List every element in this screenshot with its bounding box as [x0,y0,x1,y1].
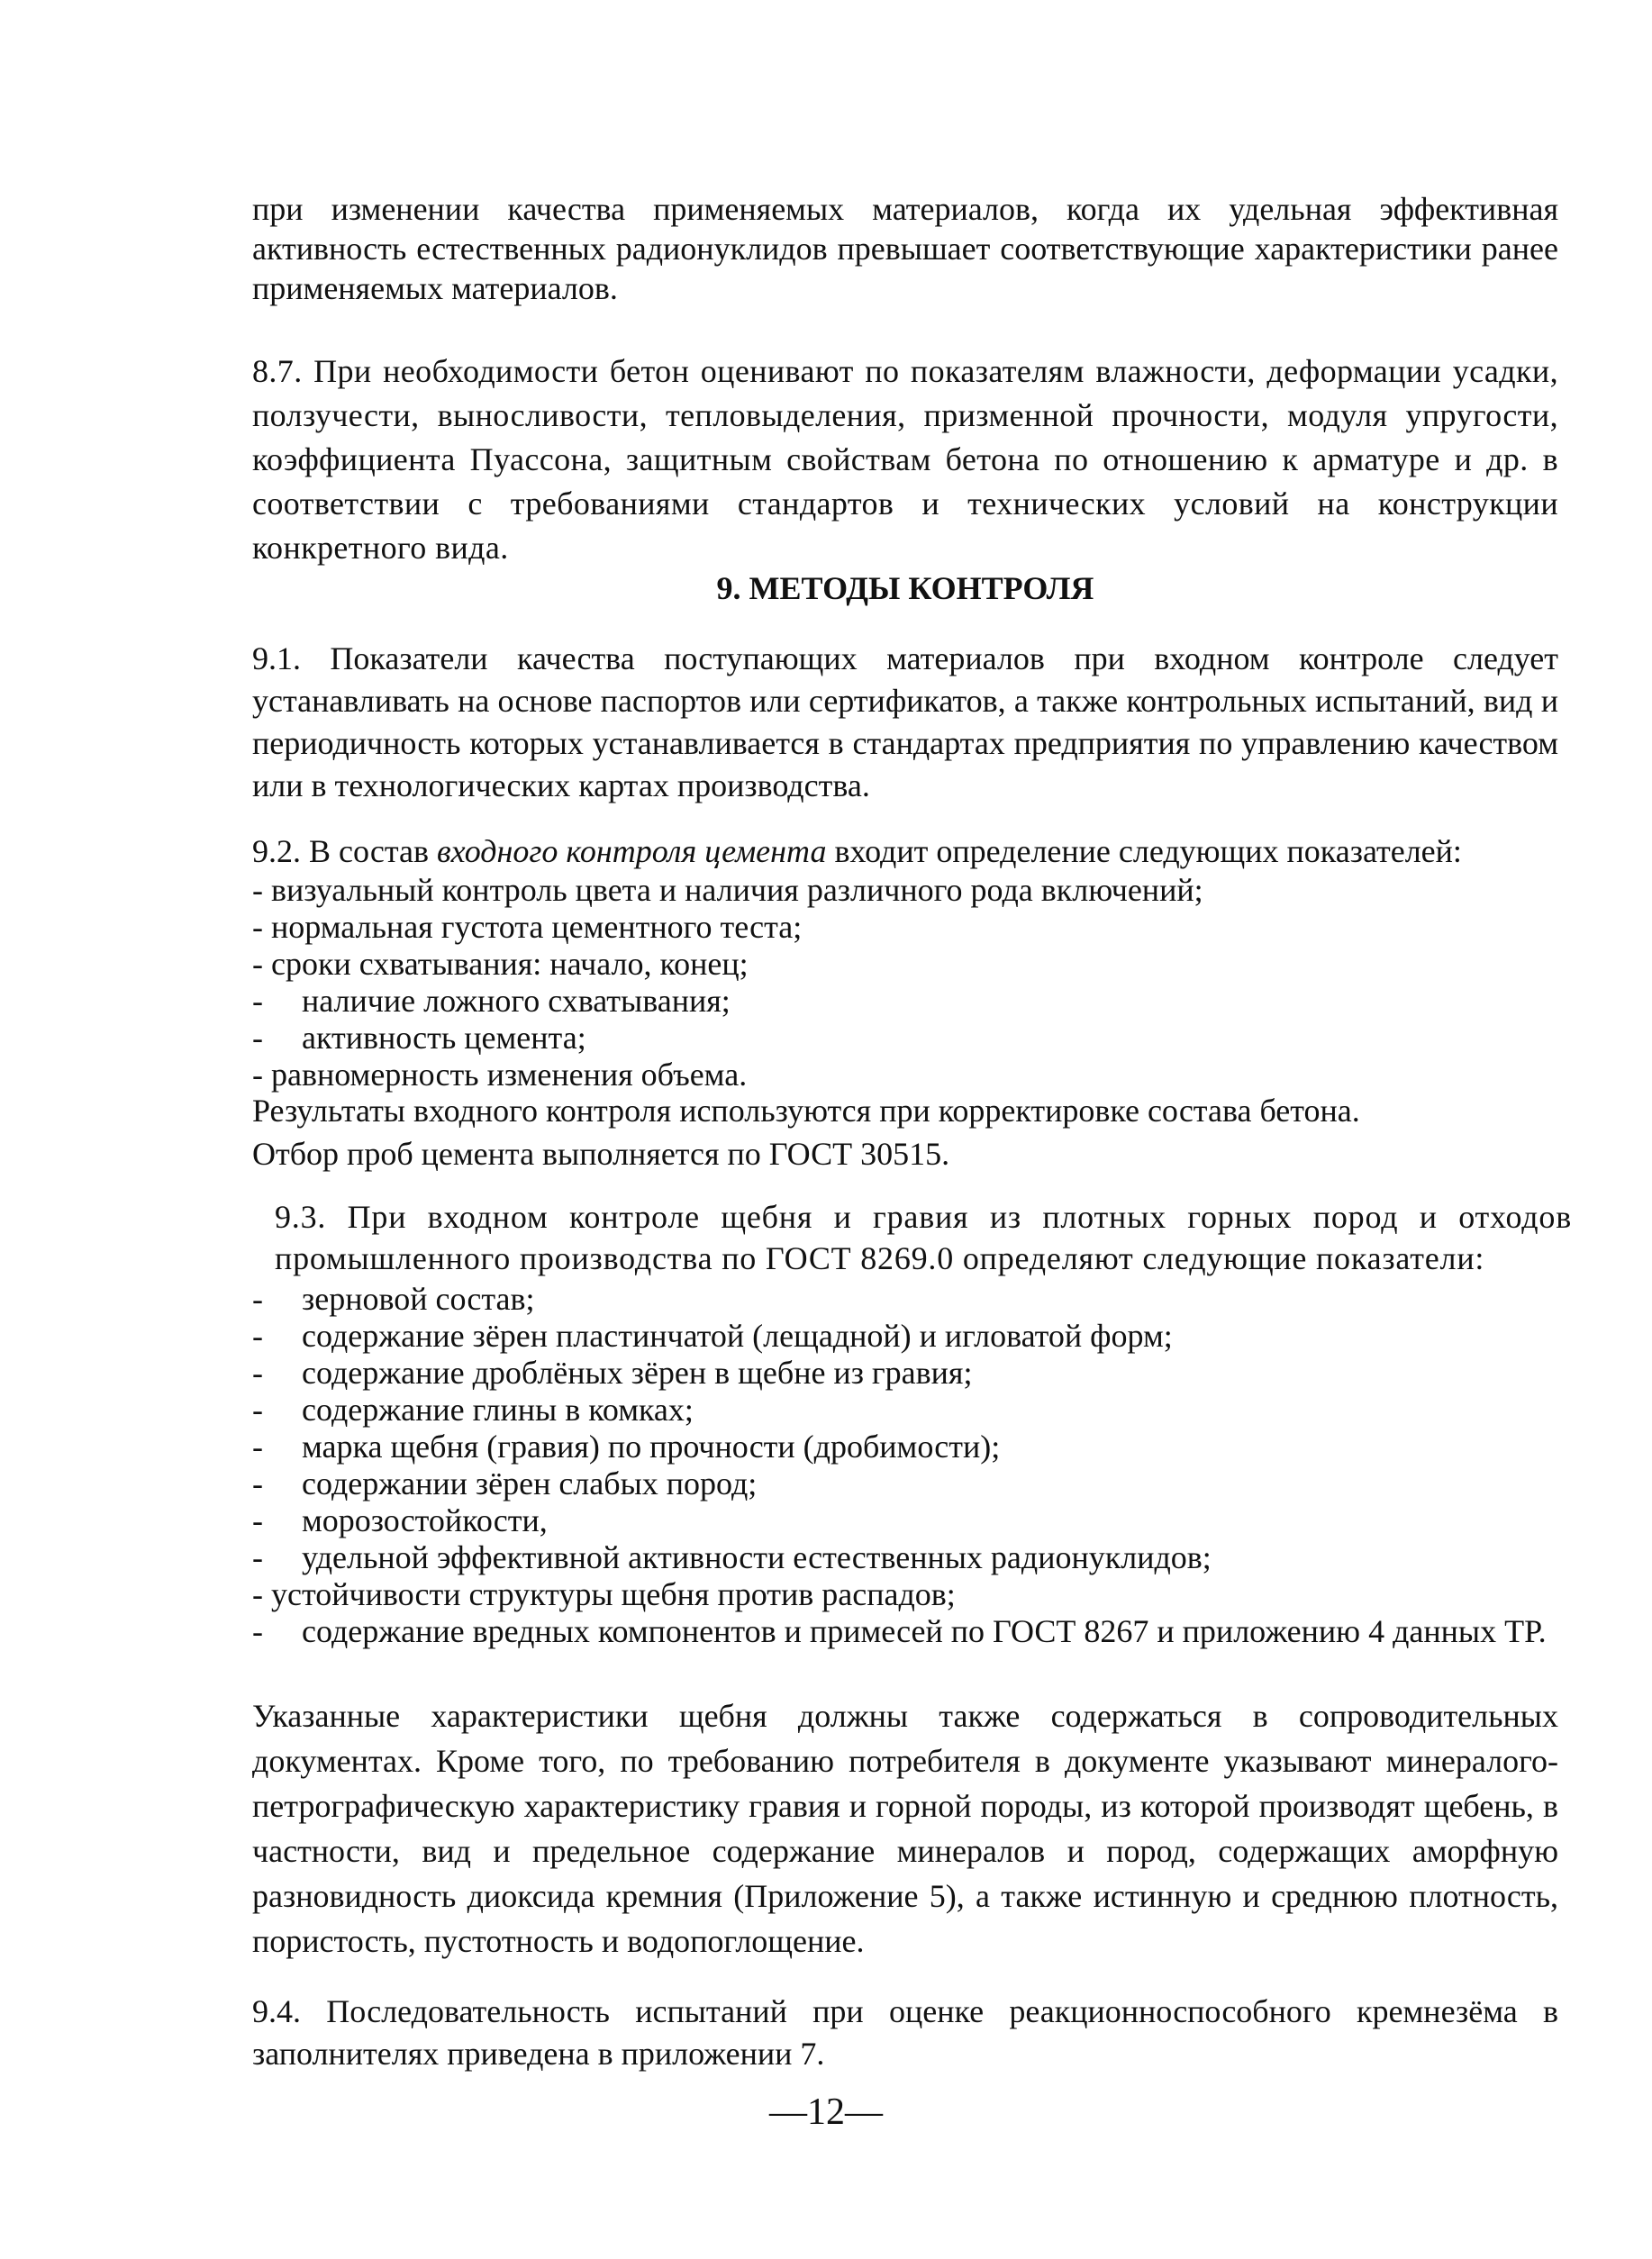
paragraph-characteristics: Указанные характеристики щебня должны также содержаться в сопроводительных документах. Кроме того, по требованию потребителя в документе указывают минералого-петрографическую характеристику гравия и горной породы, из которой производят щебень, в частности, вид и предельное содержание минералов и пород, содержащих аморфную разновидность диоксида кремния (Приложение 5), а также истинную и среднюю плотность, пористость, пустотность и водопоглощение. [252,1698,1558,1959]
list-dash: - [252,1502,263,1538]
list-item-text: содержании зёрен слабых пород; [302,1465,758,1501]
list-item [252,1281,1567,1318]
list-item-text: наличие ложного схватывания; [302,983,731,1019]
list-dash: - [252,1429,263,1465]
list-item: - визуальный контроль цвета и наличия различного рода включений; [252,872,1203,908]
list-item [252,1355,1567,1392]
page-number: —12— [769,2091,883,2133]
list-dash: - [252,1392,263,1428]
list-dash: - [252,1020,263,1056]
list-dash: - [252,1281,263,1317]
list-dash: - [252,1613,263,1649]
intro-paragraph: при изменении качества применяемых материалов, когда их удельная эффективная активность естественных радионуклидов превышает соответствующие характеристики ранее применяемых материалов. [252,191,1558,306]
paragraph-9-4: 9.4. Последовательность испытаний при оценке реакционноспособного кремнезёма в заполнителях приведена в приложении 7. [252,1993,1558,2072]
list-item [252,1392,1567,1429]
paragraph-8-7: 8.7. При необходимости бетон оценивают по показателям влажности, деформации усадки, ползучести, выносливости, тепловыделения, призменной прочности, модуля упругости, коэффициента Пуассона, защитным свойствам бетона по отношению к арматуре и др. в соответствии с требованиями стандартов и технических условий на конструкции конкретного вида. [252,353,1558,566]
list-dash: - [252,1355,263,1391]
results-line: Результаты входного контроля используются при корректировке состава бетона. [252,1093,1360,1129]
list-item-text: марка щебня (гравия) по прочности (дробимости); [302,1429,1001,1465]
list-item [252,1502,1567,1539]
list-9-3 [252,1281,1567,1650]
list-9-2 [252,872,1567,1093]
sampling-line: Отбор проб цемента выполняется по ГОСТ 30515. [252,1136,950,1172]
list-dash: - [252,983,263,1019]
list-item [252,1613,1567,1650]
list-item: - сроки схватывания: начало, конец; [252,946,749,982]
list-item-text: удельной эффективной активности естественных радионуклидов; [302,1539,1212,1575]
list-item-text: содержание вредных компонентов и примесей по ГОСТ 8267 и приложению 4 данных ТР. [302,1613,1547,1649]
list-item: - равномерность изменения объема. [252,1057,748,1093]
section-heading: 9. МЕТОДЫ КОНТРОЛЯ [716,570,1094,606]
list-dash: - [252,1539,263,1575]
list-item [252,983,1567,1020]
list-item [252,1318,1567,1355]
list-item [252,1429,1567,1465]
paragraph-9-3: 9.3. При входном контроле щебня и гравия из плотных горных пород и отходов промышленного производства по ГОСТ 8269.0 определяют следующие показатели: [275,1199,1572,1276]
list-item-text: зерновой состав; [302,1281,535,1317]
list-item [252,1020,1567,1057]
paragraph-9-2-prefix: 9.2. В состав [252,833,438,869]
paragraph-9-1: 9.1. Показатели качества поступающих материалов при входном контроле следует устанавливать на основе паспортов или сертификатов, а также контрольных испытаний, вид и периодичность которых устанавливается в стандартах предприятия по управлению качеством или в технологических картах производства. [252,640,1558,803]
list-item-text: содержание зёрен пластинчатой (лещадной) и игловатой форм; [302,1318,1173,1354]
list-item: - устойчивости структуры щебня против распадов; [252,1576,956,1612]
list-dash: - [252,1465,263,1501]
list-dash: - [252,1318,263,1354]
list-item-text: содержание дроблёных зёрен в щебне из гравия; [302,1355,973,1391]
list-item [252,1465,1567,1502]
list-item-text: содержание глины в комках; [302,1392,694,1428]
paragraph-9-2-suffix: входит определение следующих показателей: [826,833,1462,869]
paragraph-9-2 [252,830,1558,872]
list-item-text: морозостойкости, [302,1502,548,1538]
list-item: - нормальная густота цементного теста; [252,909,803,945]
list-item-text: активность цемента; [302,1020,586,1056]
paragraph-9-2-emphasis: входного контроля цемента [437,833,827,869]
list-item [252,1539,1567,1576]
